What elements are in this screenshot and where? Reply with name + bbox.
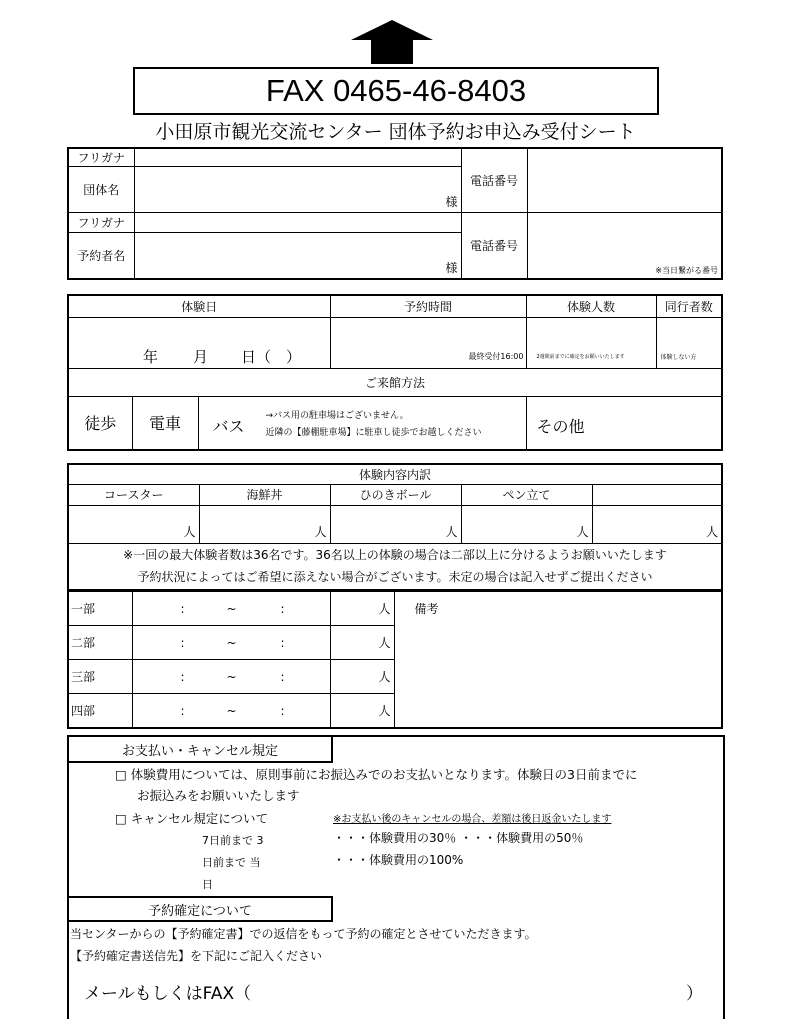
time-tilde: ~ (226, 602, 237, 616)
unit-label: 人 (576, 524, 589, 539)
part-count-field[interactable] (330, 592, 394, 626)
group-info-table (67, 147, 723, 280)
access-header: ご来館方法 (68, 369, 722, 396)
group-name-label: 団体名 (68, 167, 134, 213)
cancel-row-1-left: 7日前まで 3 (202, 834, 264, 847)
mail-fax-input[interactable] (280, 977, 680, 1003)
phone-note: ※当日繋がる番号 (655, 266, 718, 275)
part-count-field[interactable] (330, 626, 394, 660)
time-colon: : (280, 602, 285, 616)
time-colon: : (180, 636, 185, 650)
access-bus-label: バス (212, 416, 245, 436)
booker-furigana-field[interactable] (134, 212, 461, 232)
visit-info-table (67, 294, 723, 451)
time-colon: : (180, 602, 185, 616)
unit-label: 人 (314, 524, 327, 539)
cancel-label: □ キャンセル規定について (115, 811, 269, 826)
time-field[interactable] (330, 317, 526, 369)
booker-phone-field[interactable] (527, 212, 722, 279)
time-tilde: ~ (226, 636, 237, 650)
unit-label: 人 (378, 703, 391, 718)
date-day: 日（ ） (241, 347, 302, 366)
count-header: 体験人数 (526, 295, 656, 317)
experience-item-pen-stand: ペン立て (461, 485, 592, 506)
last-accept-note: 最終受付16:00 (468, 352, 524, 362)
remarks-field[interactable] (394, 592, 722, 728)
cancel-row-3-left: 日 (202, 878, 213, 891)
part-time-field[interactable] (132, 592, 330, 626)
group-phone-field[interactable] (527, 148, 722, 212)
page-title: 小田原市観光交流センター 団体予約お申込み受付シート (155, 121, 636, 143)
part-count-field[interactable] (330, 694, 394, 728)
booker-name-field[interactable] (134, 232, 461, 279)
count-field[interactable] (526, 317, 656, 369)
part-time-field[interactable] (132, 660, 330, 694)
confirm-line-1: 当センターからの【予約確定書】での返信をもって予約の確定とさせていただきます。 (70, 927, 537, 941)
notice-line-1: ※一回の最大体験者数は36名です。36名以上の体験の場合は二部以上に分けるようお願いいたします (123, 548, 667, 563)
time-colon: : (280, 670, 285, 684)
experience-item-coaster: コースター (68, 485, 199, 506)
access-other-option[interactable] (526, 396, 722, 450)
phone-label: 電話番号 (461, 148, 527, 212)
furigana-label: フリガナ (68, 212, 134, 232)
cancel-note: ※お支払い後のキャンセルの場合、差額は後日返金いたします (333, 814, 612, 825)
unit-label: 人 (378, 602, 391, 616)
experience-count-field[interactable] (199, 505, 330, 543)
payment-header (67, 735, 333, 763)
access-train-option[interactable]: 電車 (132, 396, 198, 450)
companion-field[interactable] (656, 317, 722, 369)
experience-item-kaisendon: 海鮮丼 (199, 485, 330, 506)
confirm-header-label: 予約確定について (148, 903, 252, 919)
notice-line-2: 予約状況によってはご希望に添えない場合がございます。未定の場合は記入せずご提出ください (137, 570, 653, 585)
part-label: 四部 (68, 694, 132, 728)
cancel-row-1-right: ・・・体験費用の30％ ・・・体験費用の50％ (333, 831, 584, 845)
unit-label: 人 (705, 524, 718, 539)
experience-count-field[interactable] (68, 505, 199, 543)
booker-name-label: 予約者名 (68, 232, 134, 279)
part-label: 一部 (68, 592, 132, 626)
experience-table (67, 463, 723, 591)
time-colon: : (280, 704, 285, 718)
payment-line-2: お振込みをお願いいたします (137, 788, 300, 803)
experience-count-field[interactable] (330, 505, 461, 543)
experience-header: 体験内容内訳 (68, 464, 722, 485)
access-bus-option[interactable] (198, 396, 526, 450)
date-year: 年 (143, 347, 159, 366)
unit-label: 人 (378, 636, 391, 650)
part-count-field[interactable] (330, 660, 394, 694)
confirm-header (67, 896, 333, 922)
payment-line-1: □ 体験費用については、原則事前にお振込みでのお支払いとなります。体験日の3日前までに (115, 767, 638, 782)
phone-label: 電話番号 (461, 212, 527, 279)
time-colon: : (280, 636, 285, 650)
sama-label: 様 (445, 194, 458, 209)
date-field[interactable] (68, 317, 330, 369)
time-header: 予約時間 (330, 295, 526, 317)
access-other-label: その他 (536, 416, 585, 436)
part-label: 三部 (68, 660, 132, 694)
experience-item-blank (592, 485, 722, 506)
fax-number-box (133, 67, 659, 115)
part-label: 二部 (68, 626, 132, 660)
part-time-field[interactable] (132, 626, 330, 660)
experience-count-field[interactable] (592, 505, 722, 543)
experience-notice (68, 543, 722, 590)
mail-fax-close: ） (686, 984, 703, 1004)
unit-label: 人 (378, 670, 391, 684)
payment-header-label: お支払い・キャンセル規定 (121, 743, 278, 759)
confirm-line-2: 【予約確定書送信先】を下記にご記入ください (70, 949, 323, 963)
furigana-label: フリガナ (68, 148, 134, 167)
time-colon: : (180, 704, 185, 718)
date-month: 月 (193, 347, 209, 366)
parts-table (67, 591, 723, 729)
unit-label: 人 (445, 524, 458, 539)
companion-header: 同行者数 (656, 295, 722, 317)
companion-note: 体験しない方 (660, 354, 697, 362)
date-header: 体験日 (68, 295, 330, 317)
cancel-row-2-left: 日前まで 当 (202, 856, 261, 869)
mail-fax-label: メールもしくはFAX（ (84, 984, 252, 1004)
part-time-field[interactable] (132, 694, 330, 728)
time-colon: : (180, 670, 185, 684)
count-note: 2週間前までに確定をお願いいたします (536, 354, 625, 361)
experience-count-field[interactable] (461, 505, 592, 543)
up-arrow-icon (349, 18, 435, 66)
bus-note-1: →バス用の駐車場はございません。 (265, 410, 409, 421)
remarks-label: 備考 (414, 602, 439, 616)
sama-label: 様 (445, 261, 458, 275)
group-furigana-field[interactable] (134, 148, 461, 167)
bus-note-2: 近隣の【藤棚駐車場】に駐車し徒歩でお越しください (265, 427, 482, 438)
experience-item-hinoki-ball: ひのきボール (330, 485, 461, 506)
access-walk-option[interactable]: 徒歩 (68, 396, 132, 450)
group-name-field[interactable] (134, 167, 461, 213)
time-tilde: ~ (226, 670, 237, 684)
cancel-row-2-right: ・・・体験費用の100% (333, 853, 464, 867)
unit-label: 人 (183, 524, 196, 539)
time-tilde: ~ (226, 704, 237, 718)
fax-number: FAX 0465-46-8403 (265, 73, 527, 108)
